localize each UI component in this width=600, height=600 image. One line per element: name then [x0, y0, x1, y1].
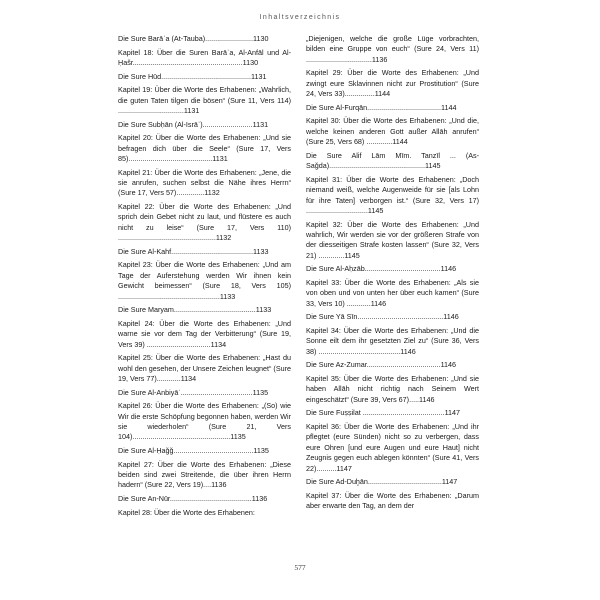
toc-entry[interactable]: Die Sure An-Nūr.........................................1136 [118, 494, 268, 504]
toc-entry[interactable]: Kapitel 23: Über die Worte des Erhabenen: „Und am Tage der Auferstehung werden Wir ihnen kein Gewicht beimessen“ (Sure 18, Vers 105) ...................................................1133 [118, 260, 291, 301]
toc-entry[interactable]: Kapitel 29: Über die Worte des Erhabenen: „Und zwingt eure Sklavinnen nicht zur Prostitution“ (Sure 24, Vers 33)...............1144 [306, 68, 479, 99]
toc-entry[interactable]: Kapitel 31: Über die Worte des Erhabenen: „Doch niemand weiß, welche Augenweide für sie [als Lohn für ihre Taten] verborgen ist.“ (Sure 32, Vers 17) ...............................1145 [306, 174, 479, 216]
toc-entry[interactable]: Kapitel 18: Über die Suren Barāʾa, Al-Anfāl und Al-Ḥašr.......................................................1130 [118, 47, 291, 67]
toc-right-column [306, 34, 479, 515]
toc-entry[interactable]: Kapitel 34: Über die Worte des Erhabenen: „Und die Sonne eilt dem ihr gesetzten Ziel zu“ (Sure 36, Vers 38) .........................................1146 [306, 326, 479, 356]
toc-entry[interactable]: Kapitel 28: Über die Worte des Erhabenen: [118, 507, 255, 517]
toc-entry[interactable]: Kapitel 20: Über die Worte des Erhabenen: „Und sie befragen dich über die Seele“ (Sure 17, Vers 85)..........................................1131 [118, 133, 291, 163]
toc-entry[interactable]: Die Sure Al-Anbiyāʾ....................................1135 [118, 387, 269, 397]
toc-entry[interactable]: Die Sure Al-Furqān.....................................1144 [306, 102, 457, 112]
toc-entry[interactable]: Die Sure Alif Lām Mīm. Tanzīl ... (As-Saǧda)................................................1145 [306, 150, 479, 171]
toc-entry[interactable]: Kapitel 30: Über die Worte des Erhabenen: „Und die, welche keinen anderen Gott außer Allāh anrufen“ (Sure 25, Vers 68) .............1144 [306, 116, 479, 147]
toc-entry[interactable]: Kapitel 32: Über die Worte des Erhabenen: „Und wahrlich, Wir werden sie vor der größeren Strafe von der diesseitigen Strafe kosten lassen“ (Sure 32, Vers 21) .............1145 [306, 219, 479, 260]
toc-entry[interactable]: Kapitel 33: Über die Worte des Erhabenen: „Als sie von oben und von unten her über euch kamen“ (Sure 33, Vers 10) ............1146 [306, 278, 479, 308]
toc-entry[interactable]: Die Sure Az-Zumar.....................................1146 [306, 360, 457, 370]
toc-entry[interactable]: Die Sure Hūd.............................................1131 [118, 71, 267, 81]
toc-entry[interactable]: Die Sure Subḥān (Al-Isrāʾ).........................1131 [118, 119, 269, 129]
running-header: Inhaltsverzeichnis [259, 14, 341, 21]
toc-entry[interactable]: Kapitel 22: Über die Worte des Erhabenen: „Und sprich dein Gebet nicht zu laut, und flüstere es auch nicht zu leise“ (Sure 17, Vers 110) .................................................1132 [118, 202, 291, 243]
toc-entry[interactable]: Kapitel 24: Über die Worte des Erhabenen: „Und warne sie vor dem Tag der Verbitterung“ (Sure 19, Vers 39) ................................1134 [118, 318, 291, 349]
toc-entry[interactable]: Die Sure Al-Kahf.........................................1133 [118, 246, 269, 256]
toc-left-column [118, 34, 291, 521]
toc-entry[interactable]: Die Sure Fuṣṣilat .........................................1147 [306, 408, 461, 418]
toc-entry[interactable]: Kapitel 27: Über die Worte des Erhabenen: „Diese beiden sind zwei Streitende, die über ihren Herrn hadern“ (Sure 22, Vers 19)....1136 [118, 459, 291, 490]
toc-entry[interactable]: Kapitel 25: Über die Worte des Erhabenen: „Hast du wohl den gesehen, der Unsere Zeichen leugnet“ (Sure 19, Vers 77)............1134 [118, 353, 292, 384]
toc-entry[interactable]: Kapitel 36: Über die Worte des Erhabenen: „Und ihr pflegtet (eure Sünden) nicht so zu verbergen, dass eure Ohren [und eure Augen und eure Haut] nicht Zeugnis gegen euch ablegen könnten“ (Sure 41, Vers 22)..........1147 [306, 422, 479, 473]
page-number: 577 [294, 563, 306, 572]
toc-entry[interactable]: Die Sure Barāʾa (At-Tauba)........................1130 [118, 34, 269, 43]
toc-entry[interactable]: Kapitel 37: Über die Worte des Erhabenen: „Darum aber erwarte den Tag, an dem der [306, 490, 479, 511]
toc-entry[interactable]: Die Sure Ad-Duḫān.....................................1147 [306, 477, 458, 487]
toc-entry[interactable]: Kapitel 21: Über die Worte des Erhabenen: „Jene, die sie anrufen, suchen selbst die Nähe ihres Herrn“ (Sure 17, Vers 57)..............1132 [118, 167, 291, 198]
toc-entry[interactable]: Die Sure Al-Aḥzāb......................................1146 [306, 264, 457, 274]
toc-entry[interactable]: Die Sure Yā Sīn...........................................1146 [306, 312, 459, 322]
toc-entry[interactable]: Kapitel 26: Über die Worte des Erhabenen: „(So) wie Wir die erste Schöpfung begonnen haben, werden Wir sie wiederholen“ (Sure 21, Vers 104).................................................1135 [118, 401, 292, 442]
toc-entry[interactable]: Kapitel 19: Über die Worte des Erhabenen: „Wahrlich, die guten Taten tilgen die bösen“ (Sure 11, Vers 114) .................................1131 [118, 85, 291, 115]
toc-entry[interactable]: Kapitel 35: Über die Worte des Erhabenen: „Und sie haben Allāh nicht richtig nach Seinem Wert eingeschätzt“ (Sure 39, Vers 67).....1146 [306, 374, 479, 404]
toc-entry[interactable]: „Diejenigen, welche die große Lüge vorbrachten, bilden eine Gruppe von euch“ (Sure 24, Vers 11) .................................1136 [306, 34, 479, 64]
toc-entry[interactable]: Die Sure Maryam.........................................1133 [118, 305, 272, 315]
toc-entry[interactable]: Die Sure Al-Ḥaǧǧ........................................1135 [118, 446, 269, 456]
